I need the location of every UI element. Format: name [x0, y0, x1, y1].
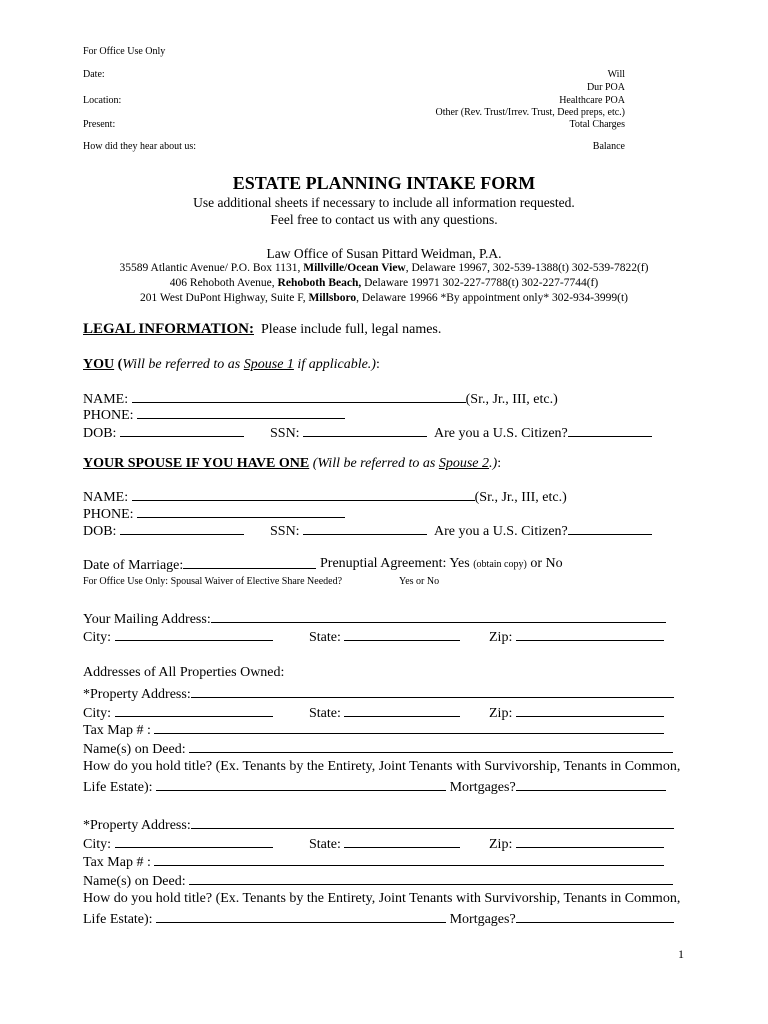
property2-zip-label: Zip: — [489, 837, 516, 852]
you-citizen-field[interactable] — [568, 424, 652, 437]
property1-city-label: City: — [83, 706, 115, 721]
property2-taxmap-label: Tax Map # : — [83, 855, 155, 870]
firm-address-1-c: , Delaware 19967, 302-539-1388(t) 302-539-7822(f) — [405, 262, 649, 274]
spousal-waiver-note: For Office Use Only: Spousal Waiver of Elective Share Needed? — [83, 576, 343, 587]
property1-title-field[interactable] — [156, 778, 446, 791]
office-use-header: For Office Use Only — [83, 46, 166, 57]
firm-address-3-a: 201 West DuPont Highway, Suite F, — [140, 292, 309, 304]
firm-address-3 — [0, 292, 768, 304]
property1-deed-label: Name(s) on Deed: — [83, 742, 190, 757]
office-other-label: Other (Rev. Trust/Irrev. Trust, Deed preps, etc.) — [435, 107, 625, 118]
spouse-heading — [83, 456, 501, 472]
mailing-state-row — [309, 628, 460, 646]
you-name-suffix: (Sr., Jr., III, etc.) — [465, 392, 558, 407]
you-paren-end: if applicable.) — [293, 357, 376, 372]
property2-taxmap-field[interactable] — [154, 853, 664, 866]
you-ssn-row — [270, 424, 427, 442]
you-paren-open: ( — [114, 357, 123, 372]
property1-city-field[interactable] — [115, 704, 273, 717]
property1-address-field[interactable] — [191, 685, 674, 698]
you-phone-label: PHONE: — [83, 408, 138, 423]
property1-zip-field[interactable] — [516, 704, 664, 717]
mailing-zip-label: Zip: — [489, 630, 516, 645]
spouse-phone-label: PHONE: — [83, 507, 138, 522]
firm-address-1-a: 35589 Atlantic Avenue/ P.O. Box 1131, — [119, 262, 304, 274]
spouse-dob-label: DOB: — [83, 524, 120, 539]
office-hear-label: How did they hear about us: — [83, 141, 197, 152]
spouse-name-suffix: (Sr., Jr., III, etc.) — [474, 490, 567, 505]
mailing-state-label: State: — [309, 630, 345, 645]
property2-mortgages-field[interactable] — [516, 910, 674, 923]
page-number: 1 — [678, 947, 684, 961]
you-name-field[interactable] — [132, 390, 466, 403]
form-subtitle-2: Feel free to contact us with any questions. — [270, 212, 498, 227]
you-paren-text: Will be referred to as — [122, 357, 244, 372]
property2-address-label: *Property Address: — [83, 818, 191, 833]
office-balance-label: Balance — [592, 141, 625, 152]
office-date-label: Date: — [83, 69, 105, 80]
mailing-zip-row — [489, 628, 664, 646]
you-dob-row — [83, 424, 244, 442]
office-healthcare-label: Healthcare POA — [559, 95, 625, 106]
mailing-address-field[interactable] — [211, 610, 666, 623]
property2-title-question: How do you hold title? (Ex. Tenants by the Entirety, Joint Tenants with Survivorship, Tenants in Common, — [83, 891, 681, 906]
mailing-state-field[interactable] — [344, 628, 460, 641]
legal-info-note: Please include full, legal names. — [253, 322, 442, 337]
office-will-label: Will — [607, 69, 625, 80]
property1-mortgages-field[interactable] — [516, 778, 666, 791]
marriage-date-label: Date of Marriage: — [83, 558, 184, 573]
spouse-ssn-field[interactable] — [303, 522, 427, 535]
office-present-label: Present: — [83, 119, 116, 130]
property1-title-question: How do you hold title? (Ex. Tenants by the Entirety, Joint Tenants with Survivorship, Tenants in Common, — [83, 759, 681, 774]
you-phone-field[interactable] — [137, 406, 345, 419]
property2-state-field[interactable] — [344, 835, 460, 848]
property2-zip-row — [489, 835, 664, 853]
property2-mortgages-label: Mortgages? — [446, 912, 516, 927]
spouse-ssn-row — [270, 522, 427, 540]
you-citizen-label: Are you a U.S. Citizen? — [434, 426, 568, 441]
you-ssn-label: SSN: — [270, 426, 304, 441]
property1-taxmap-row — [83, 721, 664, 739]
firm-address-2-c: Delaware 19971 302-227-7788(t) 302-227-7744(f) — [361, 277, 599, 289]
spouse-spouse-2: Spouse 2 — [438, 456, 490, 471]
firm-address-3-city: Millsboro — [308, 292, 357, 304]
firm-address-1 — [0, 262, 768, 274]
spouse-name-label: NAME: — [83, 490, 132, 505]
legal-info-heading — [83, 321, 441, 338]
mailing-city-label: City: — [83, 630, 115, 645]
spouse-citizen-label: Are you a U.S. Citizen? — [434, 524, 568, 539]
spouse-dob-field[interactable] — [120, 522, 244, 535]
prenup-row — [320, 556, 563, 572]
mailing-address-row — [83, 610, 666, 628]
marriage-date-field[interactable] — [183, 556, 316, 569]
property1-zip-label: Zip: — [489, 706, 516, 721]
you-phone-row — [83, 406, 345, 424]
property1-mortgages-label: Mortgages? — [446, 780, 516, 795]
spouse-colon: : — [497, 456, 502, 471]
you-citizen-row — [434, 424, 652, 442]
legal-info-title: LEGAL INFORMATION: — [83, 321, 254, 337]
property2-life-estate-label: Life Estate): — [83, 912, 157, 927]
property2-address-field[interactable] — [191, 816, 674, 829]
property2-city-field[interactable] — [115, 835, 273, 848]
mailing-zip-field[interactable] — [516, 628, 664, 641]
property1-taxmap-field[interactable] — [154, 721, 664, 734]
property2-deed-field[interactable] — [189, 872, 673, 885]
mailing-city-row — [83, 628, 273, 646]
property2-deed-row — [83, 872, 673, 890]
spouse-name-field[interactable] — [132, 488, 475, 501]
spouse-phone-row — [83, 505, 345, 523]
property1-deed-row — [83, 740, 673, 758]
property2-life-estate-row — [83, 910, 674, 928]
property1-address-label: *Property Address: — [83, 687, 191, 702]
spouse-phone-field[interactable] — [137, 505, 345, 518]
spouse-ssn-label: SSN: — [270, 524, 304, 539]
marriage-date-row — [83, 556, 316, 574]
property2-address-row — [83, 816, 674, 834]
property1-state-row — [309, 704, 460, 722]
spouse-heading-text: YOUR SPOUSE IF YOU HAVE ONE — [83, 456, 310, 471]
office-durpoa-label: Dur POA — [586, 82, 625, 93]
prenup-label: Prenuptial Agreement: Yes — [320, 556, 474, 571]
you-dob-label: DOB: — [83, 426, 120, 441]
you-heading — [83, 357, 380, 373]
you-spouse-1: Spouse 1 — [243, 357, 294, 372]
you-heading-text: YOU — [83, 357, 115, 372]
spouse-citizen-row — [434, 522, 652, 540]
form-title: ESTATE PLANNING INTAKE FORM — [232, 173, 536, 193]
property2-state-row — [309, 835, 460, 853]
property2-state-label: State: — [309, 837, 345, 852]
spouse-paren-text: (Will be referred to as — [309, 456, 439, 471]
firm-address-2 — [0, 277, 768, 289]
firm-address-1-city: Millville/Ocean View — [303, 262, 406, 274]
property2-taxmap-row — [83, 853, 664, 871]
spouse-citizen-field[interactable] — [568, 522, 652, 535]
form-subtitle-1: Use additional sheets if necessary to include all information requested. — [193, 195, 575, 210]
property2-title-field[interactable] — [156, 910, 446, 923]
mailing-city-field[interactable] — [115, 628, 273, 641]
you-dob-field[interactable] — [120, 424, 244, 437]
firm-address-2-city: Rehoboth Beach, — [277, 277, 362, 289]
property1-zip-row — [489, 704, 664, 722]
properties-heading: Addresses of All Properties Owned: — [83, 665, 285, 680]
property1-city-row — [83, 704, 273, 722]
property1-deed-field[interactable] — [189, 740, 673, 753]
office-location-label: Location: — [83, 95, 122, 106]
property2-city-row — [83, 835, 273, 853]
property1-life-estate-row — [83, 778, 666, 796]
property1-taxmap-label: Tax Map # : — [83, 723, 155, 738]
property2-city-label: City: — [83, 837, 115, 852]
firm-address-3-c: , Delaware 19966 *By appointment only* 302-934-3999(t) — [356, 292, 628, 304]
spouse-dob-row — [83, 522, 244, 540]
you-name-label: NAME: — [83, 392, 132, 407]
property1-address-row — [83, 685, 674, 703]
you-colon: : — [375, 357, 380, 372]
firm-address-2-a: 406 Rehoboth Avenue, — [169, 277, 278, 289]
you-ssn-field[interactable] — [303, 424, 427, 437]
prenup-no: or No — [526, 556, 563, 571]
spouse-name-row — [83, 488, 567, 506]
property1-state-label: State: — [309, 706, 345, 721]
spouse-paren-end: .) — [489, 456, 498, 471]
office-total-label: Total Charges — [569, 119, 625, 130]
prenup-obtain-copy: (obtain copy) — [473, 559, 527, 570]
property2-zip-field[interactable] — [516, 835, 664, 848]
spousal-waiver-yes-no: Yes or No — [399, 576, 440, 587]
mailing-address-label: Your Mailing Address: — [83, 612, 211, 627]
property2-deed-label: Name(s) on Deed: — [83, 874, 190, 889]
firm-name: Law Office of Susan Pittard Weidman, P.A. — [266, 246, 502, 261]
property1-life-estate-label: Life Estate): — [83, 780, 157, 795]
property1-state-field[interactable] — [344, 704, 460, 717]
